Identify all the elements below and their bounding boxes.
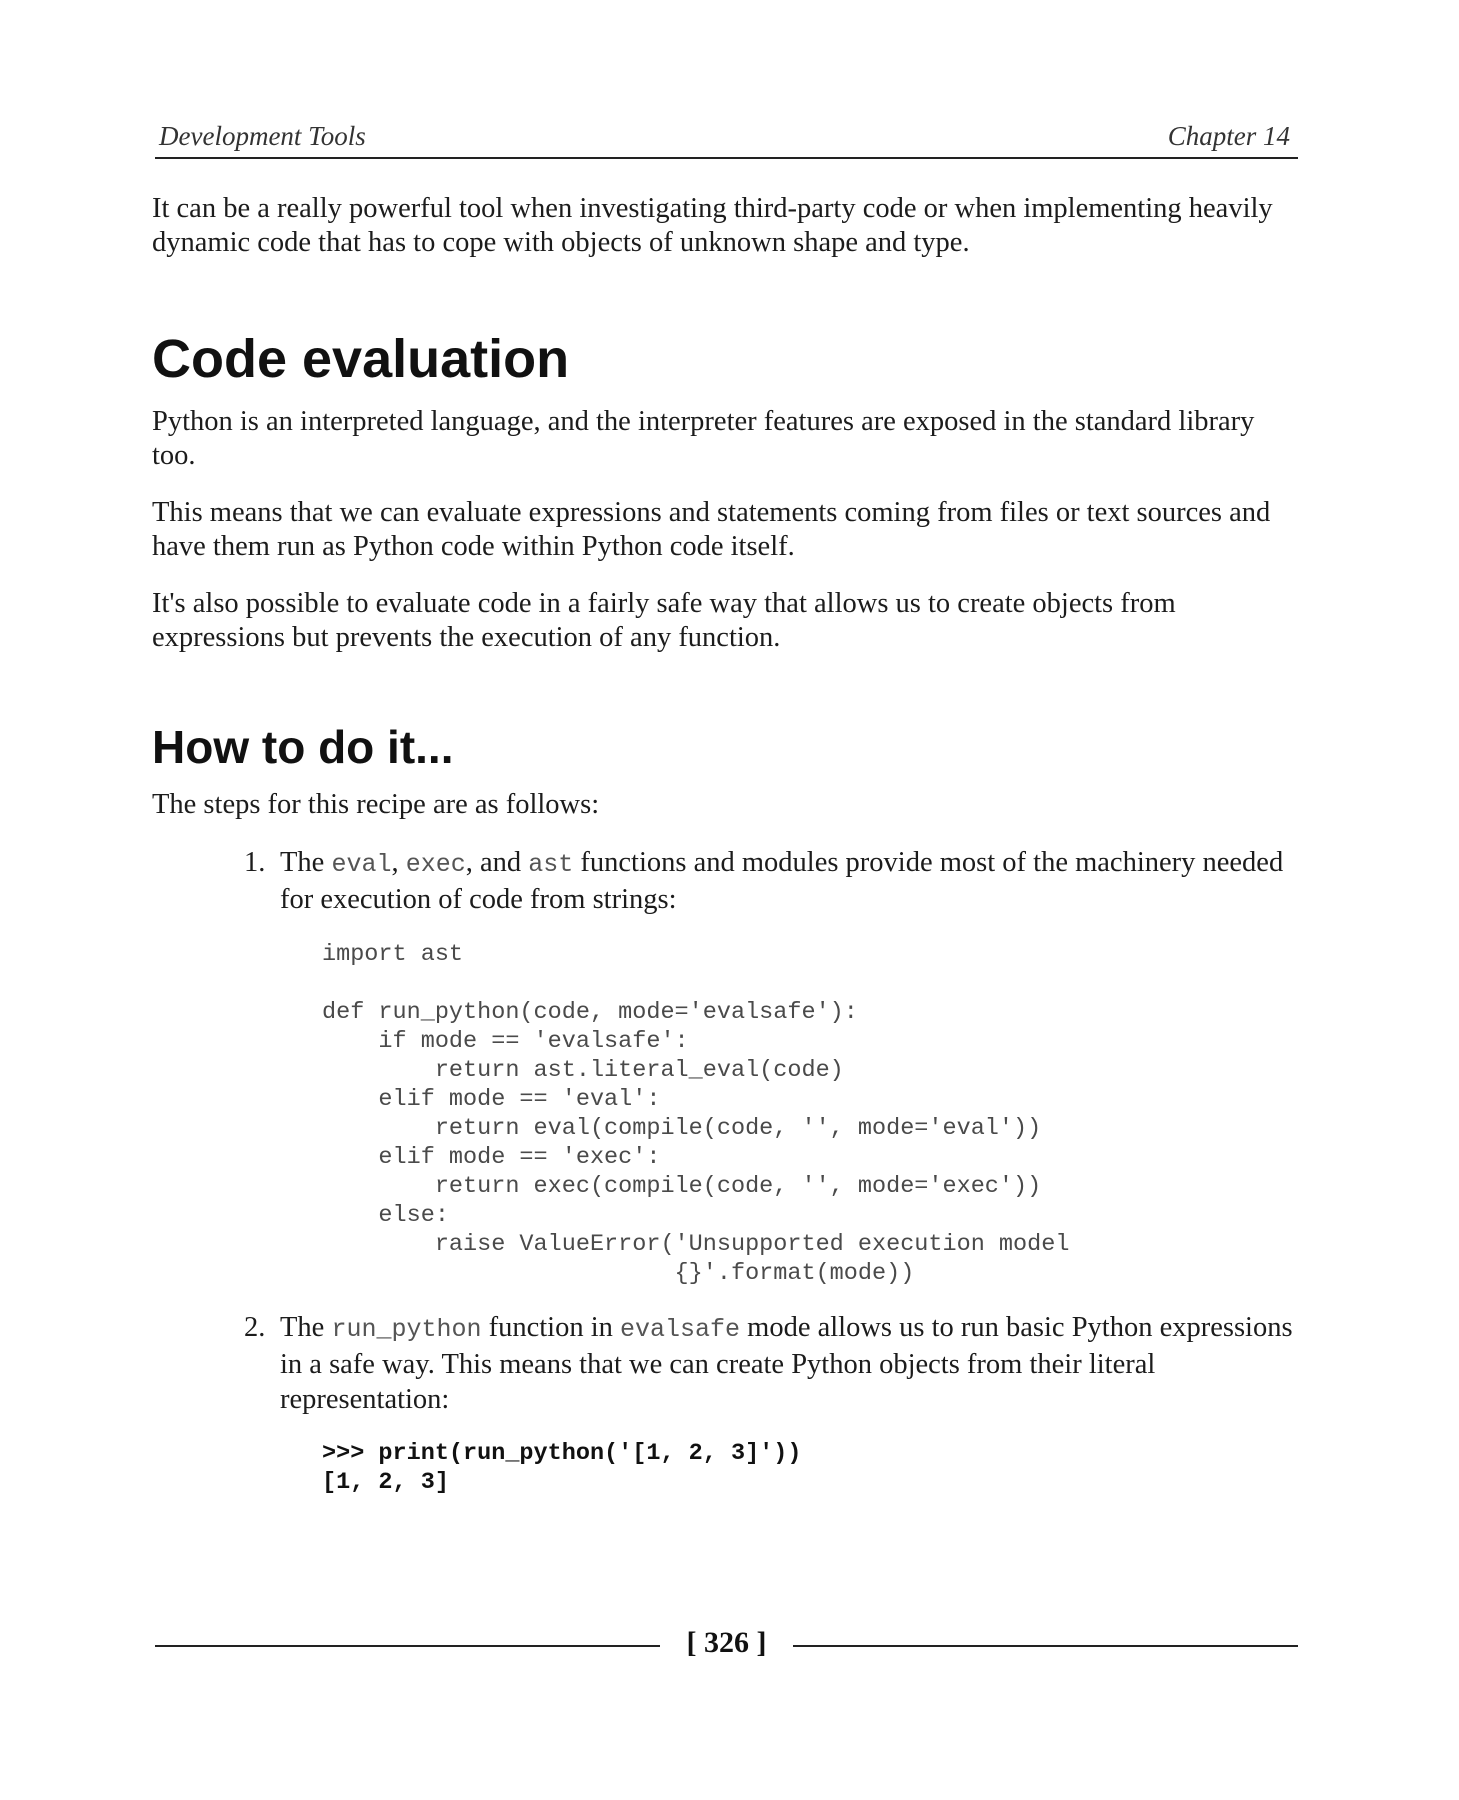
- inline-code-run-python: run_python: [331, 1315, 482, 1344]
- page-number: [ 326 ]: [686, 1626, 767, 1659]
- inline-code-ast: ast: [528, 850, 574, 879]
- step-2-text: The run_python function in evalsafe mode allows us to run basic Python expressions in a safe way. This means that we can create Python objects from their literal representation:: [280, 1312, 1293, 1415]
- page-header: [155, 121, 1298, 159]
- paragraph-2: This means that we can evaluate expressions and statements coming from files or text sources and have them run as Python code within Python code itself.: [152, 497, 1271, 562]
- code-block-example: >>> print(run_python('[1, 2, 3]')) [1, 2, 3]: [322, 1440, 802, 1496]
- steps-intro: The steps for this recipe are as follows:: [152, 789, 600, 820]
- step-1: [244, 845, 1304, 917]
- section-title: Code evaluation: [152, 329, 570, 389]
- step-1-text: The eval, exec, and ast functions and modules provide most of the machinery needed for execution of code from strings:: [280, 847, 1284, 915]
- header-chapter: Chapter 14: [1167, 121, 1290, 151]
- step-2-number: 2.: [244, 1312, 266, 1343]
- inline-code-exec: exec: [405, 850, 466, 879]
- code-block-run-python: import ast def run_python(code, mode='evalsafe'): if mode == 'evalsafe': return ast.literal_eval(code) elif mode == 'eval': return eval(compile(code, '', mode='eval')) elif mode == 'exec': return exec(compile(code, '', mode='exec')) else: raise ValueError('Unsupported execution model {}'.format(mode)): [322, 941, 1070, 1287]
- inline-code-evalsafe: evalsafe: [620, 1315, 741, 1344]
- page-footer: [155, 1620, 1298, 1670]
- step-1-number: 1.: [244, 847, 266, 878]
- paragraph-3: It's also possible to evaluate code in a fairly safe way that allows us to create objects from expressions but prevents the execution of any function.: [152, 588, 1176, 653]
- inline-code-eval: eval: [331, 850, 392, 879]
- intro-paragraph: It can be a really powerful tool when investigating third-party code or when implementing heavily dynamic code that has to cope with objects of unknown shape and type.: [152, 193, 1273, 258]
- step-2: [244, 1310, 1304, 1417]
- subsection-title: How to do it...: [152, 721, 454, 773]
- paragraph-1: Python is an interpreted language, and the interpreter features are exposed in the standard library too.: [152, 406, 1255, 471]
- header-book-section: Development Tools: [159, 121, 366, 151]
